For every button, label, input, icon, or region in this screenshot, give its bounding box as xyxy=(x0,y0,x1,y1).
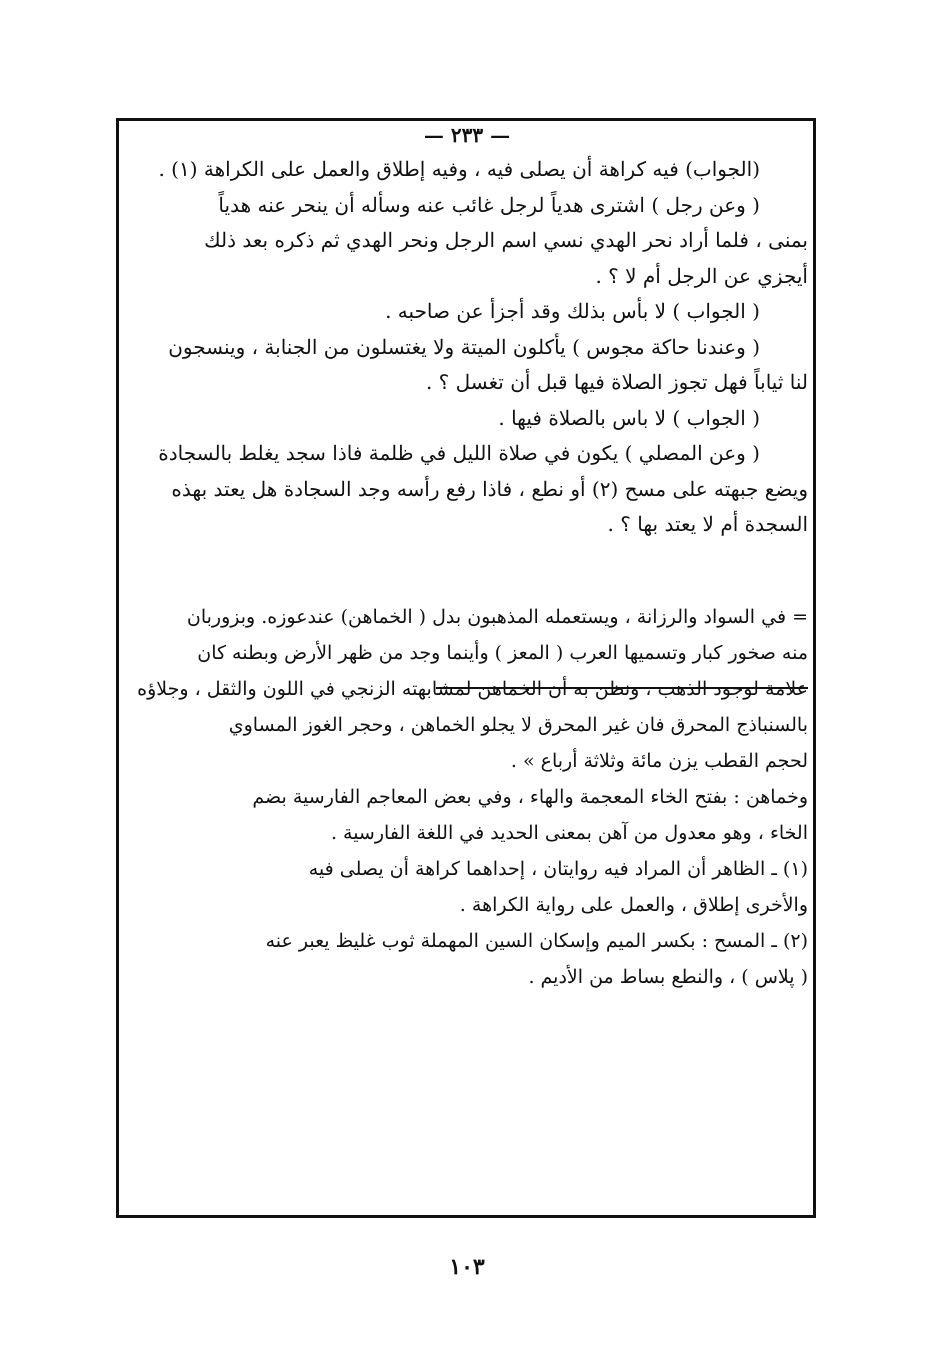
page-header-number: — ٢٣٣ — xyxy=(423,123,511,147)
footnote-line: (١) ـ الظاهر أن المراد فيه روايتان ، إحداهما كراهة أن يصلى فيه xyxy=(308,857,808,880)
text-line: (الجواب) فيه كراهة أن يصلى فيه ، وفيه إطلاق والعمل على الكراهة (١) . xyxy=(158,157,760,181)
footnote-line: والأخرى إطلاق ، والعمل على رواية الكراهة . xyxy=(459,893,808,916)
text-line: ( الجواب ) لا بأس بذلك وقد أجزأ عن صاحبه . xyxy=(385,299,760,323)
text-line: ويضع جبهته على مسح (٢) أو نطع ، فاذا رفع رأسه وجد السجادة هل يعتد بهذه xyxy=(171,476,808,501)
footnote-line: منه صخور كبار وتسميها العرب ( المعز ) وأينما وجد من ظهر الأرض وبطنه كان xyxy=(197,641,808,664)
footnotes xyxy=(126,599,808,995)
footnote-line: = في السواد والرزانة ، ويستعمله المذهبون بدل ( الخماهن) عندعوزه. وبزوربان xyxy=(186,605,808,628)
footnote-divider xyxy=(436,687,808,689)
footnote-line: (٢) ـ المسح : بكسر الميم وإسكان السين المهملة ثوب غليظ يعبر عنه xyxy=(265,929,808,952)
footnote-line: وخماهن : بفتح الخاء المعجمة والهاء ، وفي بعض المعاجم الفارسية بضم xyxy=(252,785,808,808)
text-line: ( وعن المصلي ) يكون في صلاة الليل في ظلمة فاذا سجد يغلط بالسجادة xyxy=(158,441,760,465)
text-line: ( الجواب ) لا باس بالصلاة فيها . xyxy=(498,405,760,430)
text-line: لنا ثياباً فهل تجوز الصلاة فيها قبل أن تغسل ؟ . xyxy=(425,370,808,394)
footnote-line: بالسنباذج المحرق فان غير المحرق لا يجلو الخماهن ، وحجر الغوز المساوي xyxy=(228,713,808,736)
text-line: السجدة أم لا يعتد بها ؟ . xyxy=(607,512,808,536)
text-line: بمنى ، فلما أراد نحر الهدي نسي اسم الرجل ونحر الهدي ثم ذكره بعد ذلك xyxy=(204,228,808,252)
footnote-line: ( پلاس ) ، والنطع بساط من الأديم . xyxy=(528,965,808,988)
text-line: أيجزي عن الرجل أم لا ؟ . xyxy=(595,263,808,288)
text-line: ( وعن رجل ) اشترى هدياً لرجل غائب عنه وسأله أن ينحر عنه هدياً xyxy=(218,192,760,217)
footnote-line: لحجم القطب يزن مائة وثلاثة أرباع » . xyxy=(510,749,808,772)
footnote-line: علامة لوجود الذهب ، ونظن به أن الخماهن لمشابهته الزنجي في اللون والثقل ، وجلاؤه xyxy=(137,677,808,700)
page-footer-number: ١٠٣ xyxy=(449,1254,485,1280)
main-text xyxy=(126,152,808,543)
page-content xyxy=(126,118,808,995)
footnote-line: الخاء ، وهو معدول من آهن بمعنى الحديد في اللغة الفارسية . xyxy=(330,821,808,844)
text-line: ( وعندنا حاكة مجوس ) يأكلون الميتة ولا يغتسلون من الجنابة ، وينسجون xyxy=(168,334,760,359)
